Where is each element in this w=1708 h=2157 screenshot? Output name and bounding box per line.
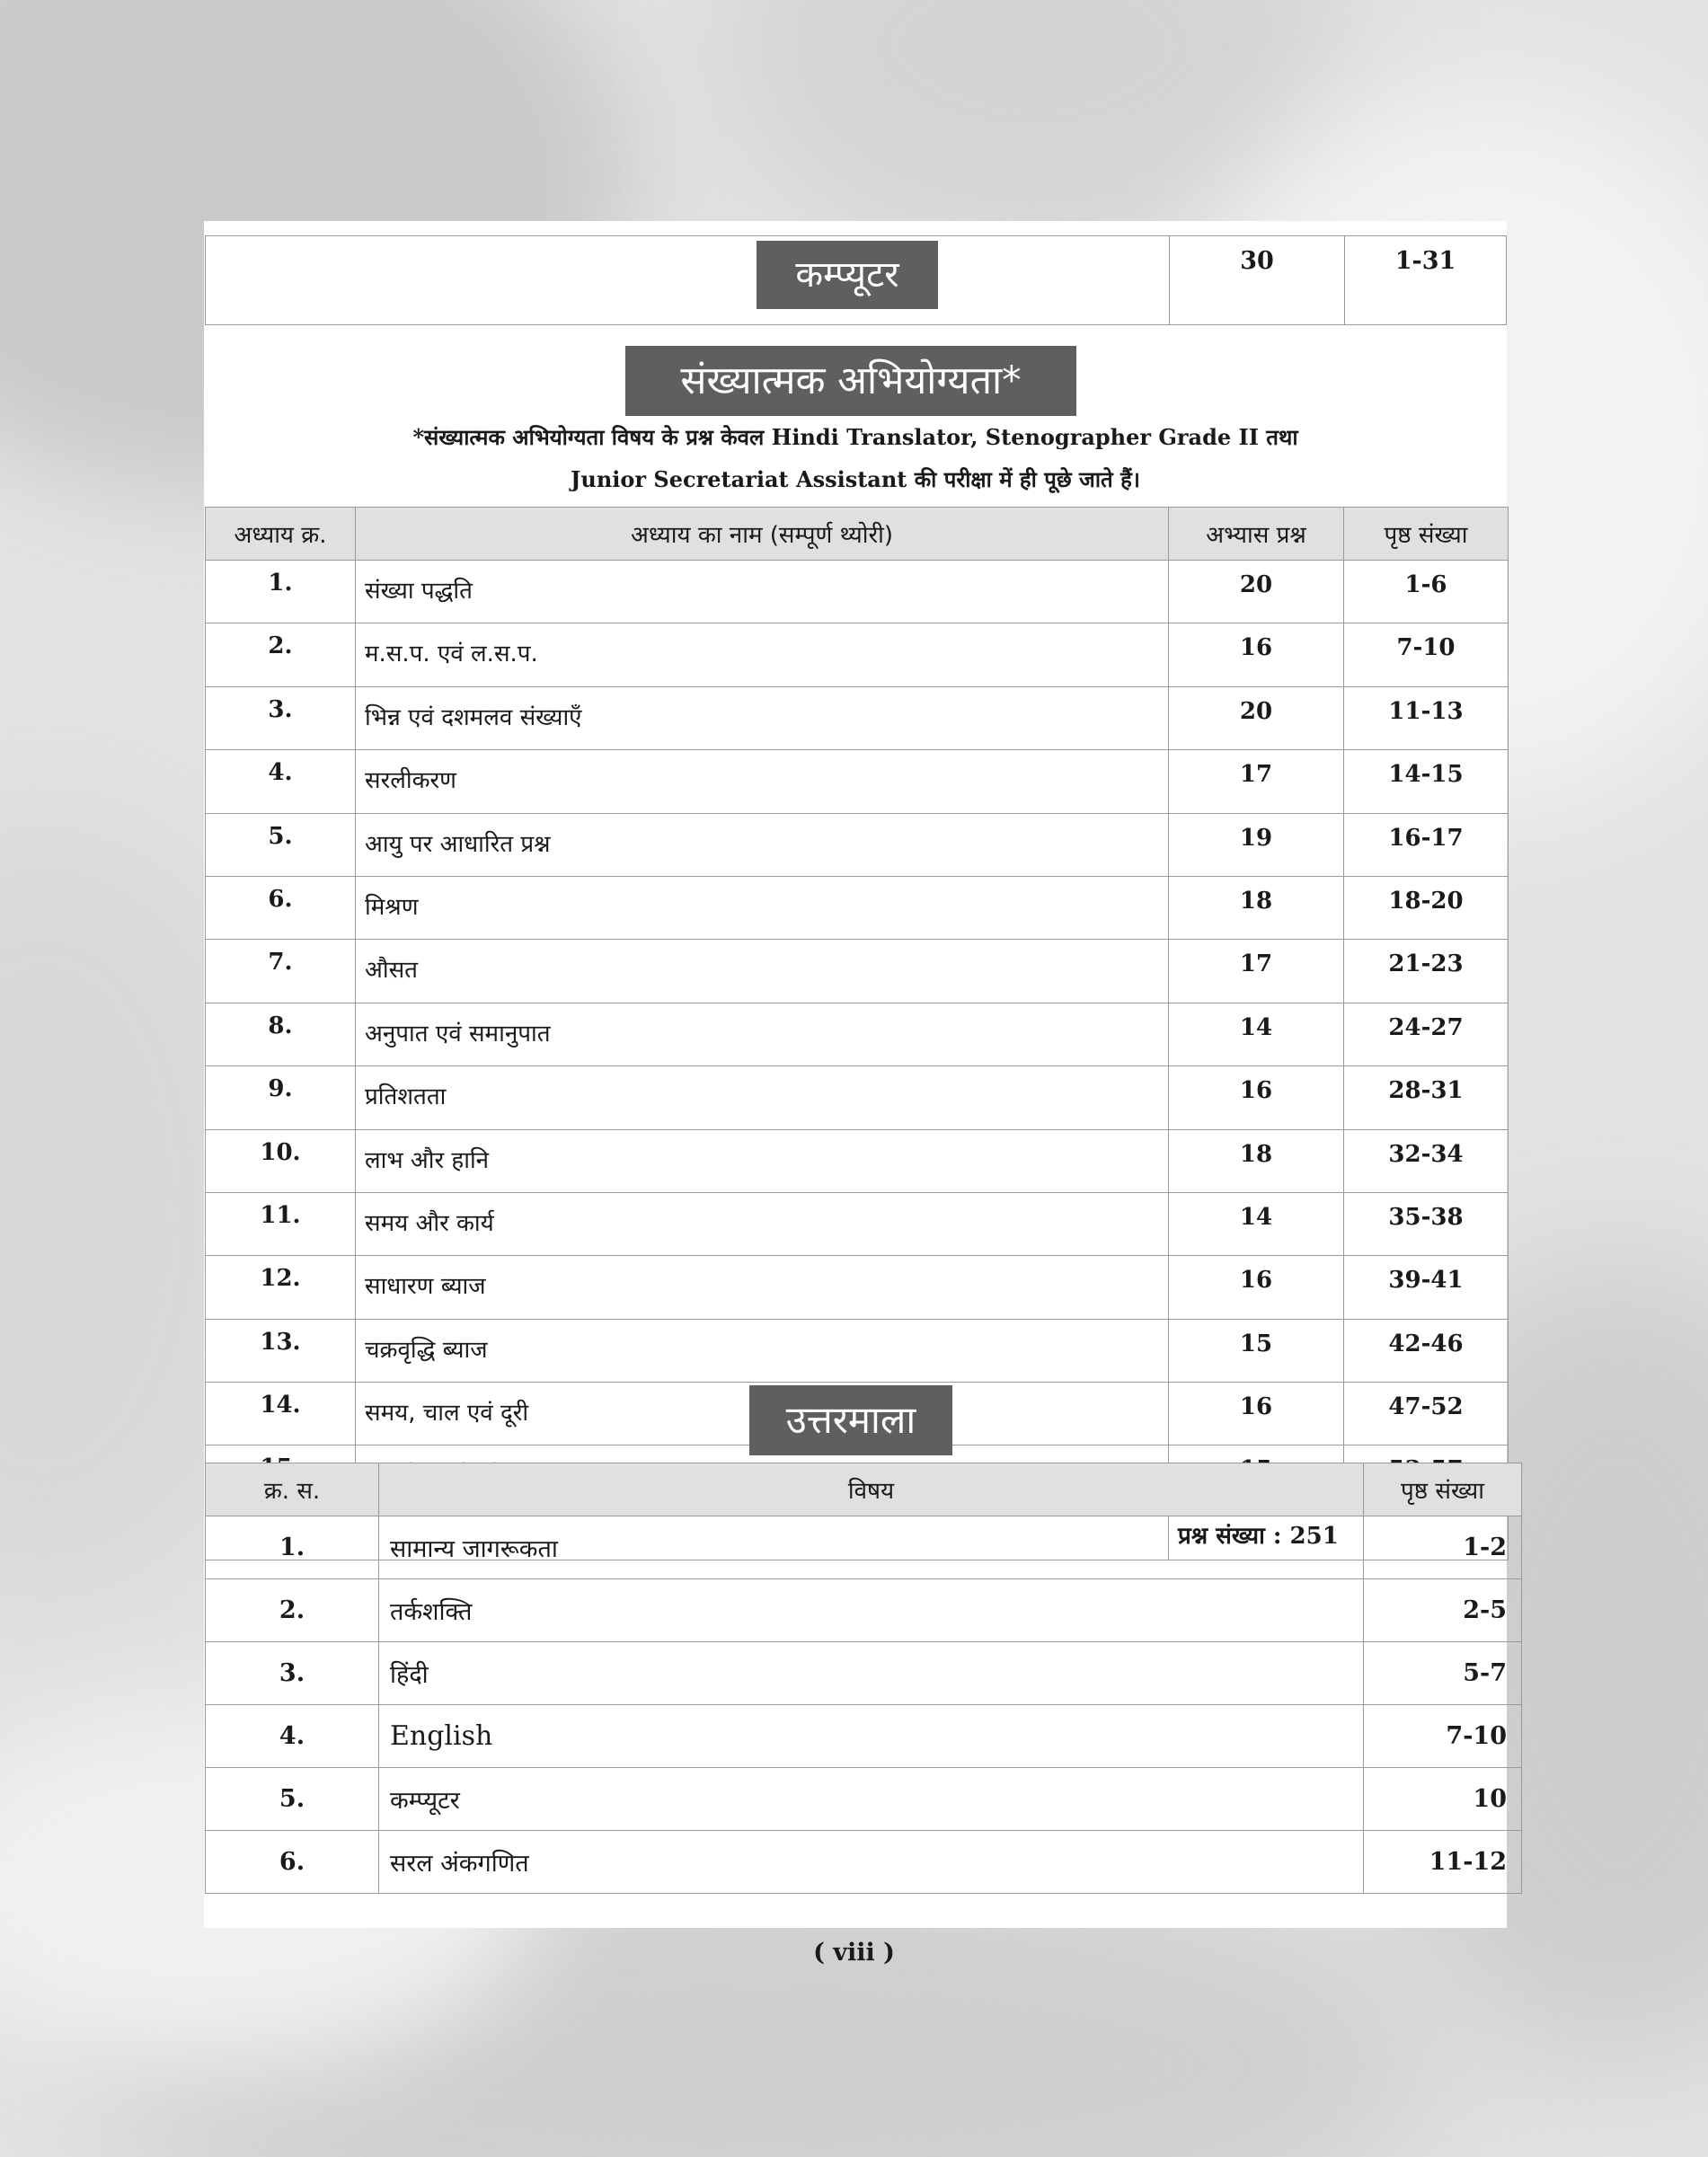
quant-note-line1: *संख्यात्मक अभियोग्यता विषय के प्रश्न केवल Hindi Translator, Stenographer Grade II तथा — [412, 424, 1298, 450]
chapter-no: 3. — [206, 686, 356, 749]
chapter-questions: 20 — [1169, 561, 1344, 623]
chapter-pages: 42-46 — [1344, 1319, 1509, 1382]
chapter-no: 5. — [206, 813, 356, 876]
chapter-table-header — [206, 508, 1509, 561]
chapter-no: 14. — [206, 1383, 356, 1445]
chapter-pages: 28-31 — [1344, 1066, 1509, 1129]
chapter-questions: 19 — [1169, 813, 1344, 876]
table-row — [206, 1192, 1509, 1255]
chapter-questions: 16 — [1169, 1383, 1344, 1445]
table-row — [206, 686, 1509, 749]
chapter-name: अनुपात एवं समानुपात — [356, 1003, 1169, 1065]
answer-table-header — [206, 1463, 1522, 1516]
table-row — [206, 1642, 1522, 1705]
chapter-no: 8. — [206, 1003, 356, 1065]
table-row — [206, 1768, 1522, 1831]
chapter-pages: 1-6 — [1344, 561, 1509, 623]
answer-subject: तर्कशक्ति — [379, 1579, 1364, 1642]
chapter-pages: 14-15 — [1344, 750, 1509, 813]
chapter-no: 12. — [206, 1256, 356, 1319]
chapter-pages: 21-23 — [1344, 940, 1509, 1003]
table-row — [206, 940, 1509, 1003]
header-chapter-no: अध्याय क्र. — [206, 508, 356, 561]
table-row — [206, 1003, 1509, 1065]
header-subject: विषय — [379, 1463, 1364, 1516]
header-practice: अभ्यास प्रश्न — [1169, 508, 1344, 561]
chapter-questions: 18 — [1169, 876, 1344, 939]
answer-no: 3. — [206, 1642, 379, 1705]
quant-note-line2: Junior Secretariat Assistant की परीक्षा में ही पूछे जाते हैं। — [571, 466, 1140, 492]
answer-subject: कम्प्यूटर — [379, 1768, 1364, 1831]
chapter-name: म.स.प. एवं ल.स.प. — [356, 623, 1169, 686]
answer-table — [205, 1463, 1522, 1894]
chapter-pages: 32-34 — [1344, 1129, 1509, 1192]
chapter-pages: 16-17 — [1344, 813, 1509, 876]
answer-no: 6. — [206, 1831, 379, 1894]
table-row — [206, 1319, 1509, 1382]
chapter-questions: 17 — [1169, 940, 1344, 1003]
quant-section-title: संख्यात्मक अभियोग्यता* — [625, 346, 1076, 416]
table-row — [206, 1579, 1522, 1642]
answer-subject: हिंदी — [379, 1642, 1364, 1705]
chapter-questions: 17 — [1169, 750, 1344, 813]
chapter-questions: 14 — [1169, 1003, 1344, 1065]
chapter-name: साधारण ब्याज — [356, 1256, 1169, 1319]
answer-pages: 11-12 — [1364, 1831, 1522, 1894]
table-row — [206, 1256, 1509, 1319]
table-row — [206, 1066, 1509, 1129]
chapter-questions: 16 — [1169, 1256, 1344, 1319]
table-row — [206, 813, 1509, 876]
answer-pages: 7-10 — [1364, 1705, 1522, 1768]
header-serial: क्र. स. — [206, 1463, 379, 1516]
chapter-pages: 18-20 — [1344, 876, 1509, 939]
chapter-no: 6. — [206, 876, 356, 939]
chapter-no: 13. — [206, 1319, 356, 1382]
chapter-name: मिश्रण — [356, 876, 1169, 939]
chapter-no: 10. — [206, 1129, 356, 1192]
chapter-name: समय, चाल एवं दूरी — [356, 1383, 1169, 1445]
chapter-pages: 47-52 — [1344, 1383, 1509, 1445]
computer-section-title: कम्प्यूटर — [757, 241, 938, 309]
chapter-name: समय और कार्य — [356, 1192, 1169, 1255]
computer-questions: 30 — [1170, 236, 1345, 325]
answer-no: 4. — [206, 1705, 379, 1768]
chapter-questions: 20 — [1169, 686, 1344, 749]
chapter-pages: 11-13 — [1344, 686, 1509, 749]
chapter-name: औसत — [356, 940, 1169, 1003]
header-page-no: पृष्ठ संख्या — [1344, 508, 1509, 561]
header-chapter-name: अध्याय का नाम (सम्पूर्ण थ्योरी) — [356, 508, 1169, 561]
page-number: ( viii ) — [813, 1939, 895, 1967]
answer-pages: 1-2 — [1364, 1516, 1522, 1579]
answer-pages: 5-7 — [1364, 1642, 1522, 1705]
answer-section-title: उत्तरमाला — [749, 1385, 952, 1455]
computer-title-cell — [206, 236, 1170, 325]
chapter-name: आयु पर आधारित प्रश्न — [356, 813, 1169, 876]
chapter-pages: 7-10 — [1344, 623, 1509, 686]
chapter-name: चक्रवृद्धि ब्याज — [356, 1319, 1169, 1382]
chapter-name: भिन्न एवं दशमलव संख्याएँ — [356, 686, 1169, 749]
answer-no: 1. — [206, 1516, 379, 1579]
chapter-name: सरलीकरण — [356, 750, 1169, 813]
chapter-no: 7. — [206, 940, 356, 1003]
chapter-questions: 16 — [1169, 1066, 1344, 1129]
chapter-name: लाभ और हानि — [356, 1129, 1169, 1192]
table-row — [206, 876, 1509, 939]
chapter-questions: 18 — [1169, 1129, 1344, 1192]
chapter-no: 2. — [206, 623, 356, 686]
table-row — [206, 1705, 1522, 1768]
table-row — [206, 1516, 1522, 1579]
chapter-pages: 24-27 — [1344, 1003, 1509, 1065]
answer-pages: 10 — [1364, 1768, 1522, 1831]
table-row — [206, 561, 1509, 623]
chapter-name: संख्या पद्धति — [356, 561, 1169, 623]
chapter-questions: 16 — [1169, 623, 1344, 686]
answer-no: 5. — [206, 1768, 379, 1831]
total-questions: प्रश्न संख्या : 251 — [1169, 1508, 1509, 1560]
chapter-questions: 14 — [1169, 1192, 1344, 1255]
table-row — [206, 750, 1509, 813]
answer-pages: 2-5 — [1364, 1579, 1522, 1642]
header-answer-page-no: पृष्ठ संख्या — [1364, 1463, 1522, 1516]
chapter-questions: 15 — [1169, 1319, 1344, 1382]
chapter-name: प्रतिशतता — [356, 1066, 1169, 1129]
chapter-pages: 35-38 — [1344, 1192, 1509, 1255]
table-row — [206, 1831, 1522, 1894]
table-row — [206, 623, 1509, 686]
answer-subject: सरल अंकगणित — [379, 1831, 1364, 1894]
chapter-pages: 39-41 — [1344, 1256, 1509, 1319]
answer-subject: English — [379, 1705, 1364, 1768]
computer-pages: 1-31 — [1345, 236, 1507, 325]
table-row — [206, 1129, 1509, 1192]
answer-subject: सामान्य जागरूकता — [379, 1516, 1364, 1579]
chapter-no: 4. — [206, 750, 356, 813]
chapter-no: 1. — [206, 561, 356, 623]
answer-no: 2. — [206, 1579, 379, 1642]
chapter-no: 9. — [206, 1066, 356, 1129]
chapter-no: 11. — [206, 1192, 356, 1255]
